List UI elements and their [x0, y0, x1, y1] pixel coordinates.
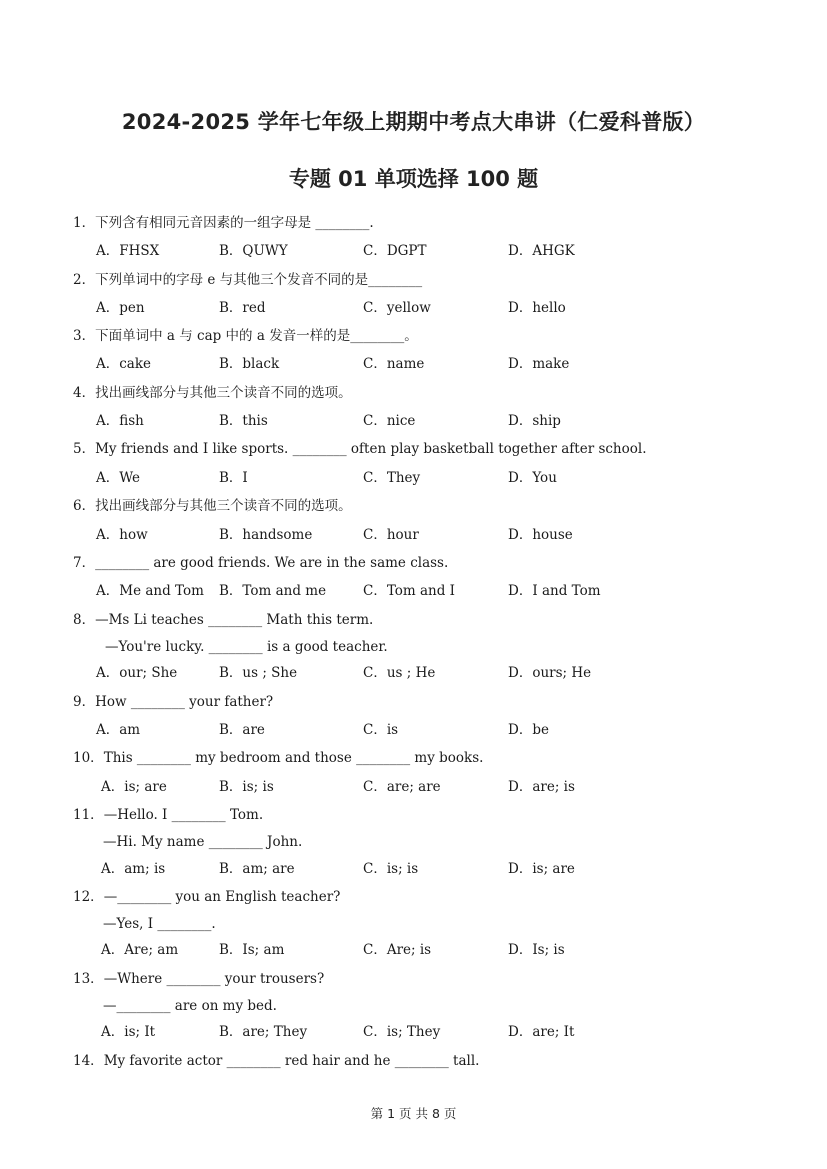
options-9: [0, 721, 827, 739]
question-number: 14．: [73, 1053, 104, 1069]
page-title: 2024-2025 学年七年级上期期中考点大串讲（仁爱科普版）: [121, 110, 706, 134]
question-14: [73, 1052, 479, 1070]
option-c: C．hour: [363, 527, 419, 543]
option-a: A．Are; am: [101, 942, 179, 958]
option-b: B．red: [219, 300, 266, 316]
option-a: A．pen: [96, 300, 145, 316]
option-a: A．am; is: [101, 861, 166, 877]
options-12: [0, 941, 827, 959]
option-b: B．Is; am: [219, 942, 285, 958]
question-2: [73, 271, 422, 289]
option-a: A．is; are: [101, 779, 167, 795]
option-d: D．are; is: [508, 779, 575, 795]
question-text: ________ are good friends. We are in the same class.: [95, 555, 449, 571]
option-c: C．name: [363, 356, 425, 372]
option-d: D．AHGK: [508, 243, 575, 259]
page-footer: 第 1 页 共 8 页: [370, 1106, 457, 1121]
question-11: [73, 806, 263, 824]
question-text: 找出画线部分与其他三个读音不同的选项。: [95, 385, 352, 401]
option-a: A．how: [96, 527, 148, 543]
option-d: D．Is; is: [508, 942, 565, 958]
option-a: A．am: [96, 722, 141, 738]
question-1: [73, 214, 374, 232]
option-c: C．are; are: [363, 779, 441, 795]
option-c: C．us ; He: [363, 665, 436, 681]
question-text: —Hello. I ________ Tom.: [103, 807, 264, 823]
option-c: C．They: [363, 470, 421, 486]
question-number: 4．: [73, 385, 96, 401]
option-a: A．We: [96, 470, 141, 486]
option-d: D．hello: [508, 300, 566, 316]
option-b: B．am; are: [219, 861, 295, 877]
options-3: [0, 355, 827, 373]
question-number: 10．: [73, 750, 104, 766]
question-9: [73, 693, 273, 711]
options-6: [0, 526, 827, 544]
question-text: My favorite actor ________ red hair and he ________ tall.: [103, 1053, 480, 1069]
question-text: My friends and I like sports. ________ often play basketball together after school.: [95, 441, 647, 457]
question-text: —Where ________ your trousers?: [103, 971, 325, 987]
question-11-line-2: [103, 833, 302, 851]
question-text: —Yes, I ________.: [103, 916, 216, 932]
options-11: [0, 860, 827, 878]
question-number: 8．: [73, 612, 96, 628]
options-2: [0, 299, 827, 317]
question-13: [73, 970, 324, 988]
question-8-line-2: [105, 638, 388, 656]
question-text: 下面单词中 a 与 cap 中的 a 发音一样的是________。: [95, 328, 418, 344]
option-d: D．house: [508, 527, 573, 543]
question-text: —You're lucky. ________ is a good teacher.: [105, 639, 388, 655]
options-4: [0, 412, 827, 430]
question-number: 1．: [73, 215, 96, 231]
option-c: C．Are; is: [363, 942, 432, 958]
page-subtitle: 专题 01 单项选择 100 题: [288, 167, 539, 191]
question-number: 11．: [73, 807, 104, 823]
option-a: A．cake: [96, 356, 152, 372]
question-text: —Hi. My name ________ John.: [103, 834, 303, 850]
question-text: How ________ your father?: [95, 694, 274, 710]
question-12: [73, 888, 340, 906]
option-c: C．is; They: [363, 1024, 441, 1040]
question-8: [73, 611, 373, 629]
question-number: 7．: [73, 555, 96, 571]
question-text: This ________ my bedroom and those ________ my books.: [103, 750, 484, 766]
question-3: [73, 327, 418, 345]
option-d: D．is; are: [508, 861, 575, 877]
option-b: B．handsome: [219, 527, 313, 543]
question-number: 5．: [73, 441, 96, 457]
option-d: D．be: [508, 722, 549, 738]
question-text: 下列单词中的字母 e 与其他三个发音不同的是________: [95, 272, 423, 288]
option-d: D．You: [508, 470, 557, 486]
question-number: 3．: [73, 328, 96, 344]
question-7: [73, 554, 448, 572]
option-c: C．is: [363, 722, 399, 738]
question-6: [73, 497, 352, 515]
question-10: [73, 749, 483, 767]
question-text: 找出画线部分与其他三个读音不同的选项。: [95, 498, 352, 514]
option-c: C．Tom and I: [363, 583, 456, 599]
option-a: A．is; It: [101, 1024, 156, 1040]
option-b: B．is; is: [219, 779, 274, 795]
option-d: D．I and Tom: [508, 583, 601, 599]
question-text: —________ are on my bed.: [103, 998, 277, 1014]
option-d: D．make: [508, 356, 570, 372]
options-13: [0, 1023, 827, 1041]
question-number: 6．: [73, 498, 96, 514]
options-1: [0, 242, 827, 260]
option-c: C．yellow: [363, 300, 431, 316]
option-b: B．QUWY: [219, 243, 288, 259]
question-number: 2．: [73, 272, 96, 288]
question-13-line-2: [103, 997, 277, 1015]
option-c: C．DGPT: [363, 243, 427, 259]
option-b: B．Tom and me: [219, 583, 327, 599]
option-c: C．nice: [363, 413, 416, 429]
options-8: [0, 664, 827, 682]
option-d: D．are; It: [508, 1024, 575, 1040]
option-b: B．us ; She: [219, 665, 298, 681]
question-text: —Ms Li teaches ________ Math this term.: [95, 612, 374, 628]
question-12-line-2: [103, 915, 216, 933]
option-b: B．are; They: [219, 1024, 308, 1040]
option-b: B．I: [219, 470, 248, 486]
question-text: —________ you an English teacher?: [103, 889, 341, 905]
option-d: D．ship: [508, 413, 561, 429]
option-a: A．our; She: [96, 665, 178, 681]
option-a: A．fish: [96, 413, 144, 429]
question-number: 13．: [73, 971, 104, 987]
question-text: 下列含有相同元音因素的一组字母是 ________.: [95, 215, 374, 231]
option-d: D．ours; He: [508, 665, 592, 681]
options-5: [0, 469, 827, 487]
options-7: [0, 582, 827, 600]
option-c: C．is; is: [363, 861, 419, 877]
options-10: [0, 778, 827, 796]
question-number: 12．: [73, 889, 104, 905]
question-4: [73, 384, 352, 402]
option-b: B．this: [219, 413, 268, 429]
option-b: B．are: [219, 722, 265, 738]
option-a: A．FHSX: [96, 243, 160, 259]
option-a: A．Me and Tom: [96, 583, 204, 599]
option-b: B．black: [219, 356, 280, 372]
question-number: 9．: [73, 694, 96, 710]
question-5: [73, 440, 647, 458]
